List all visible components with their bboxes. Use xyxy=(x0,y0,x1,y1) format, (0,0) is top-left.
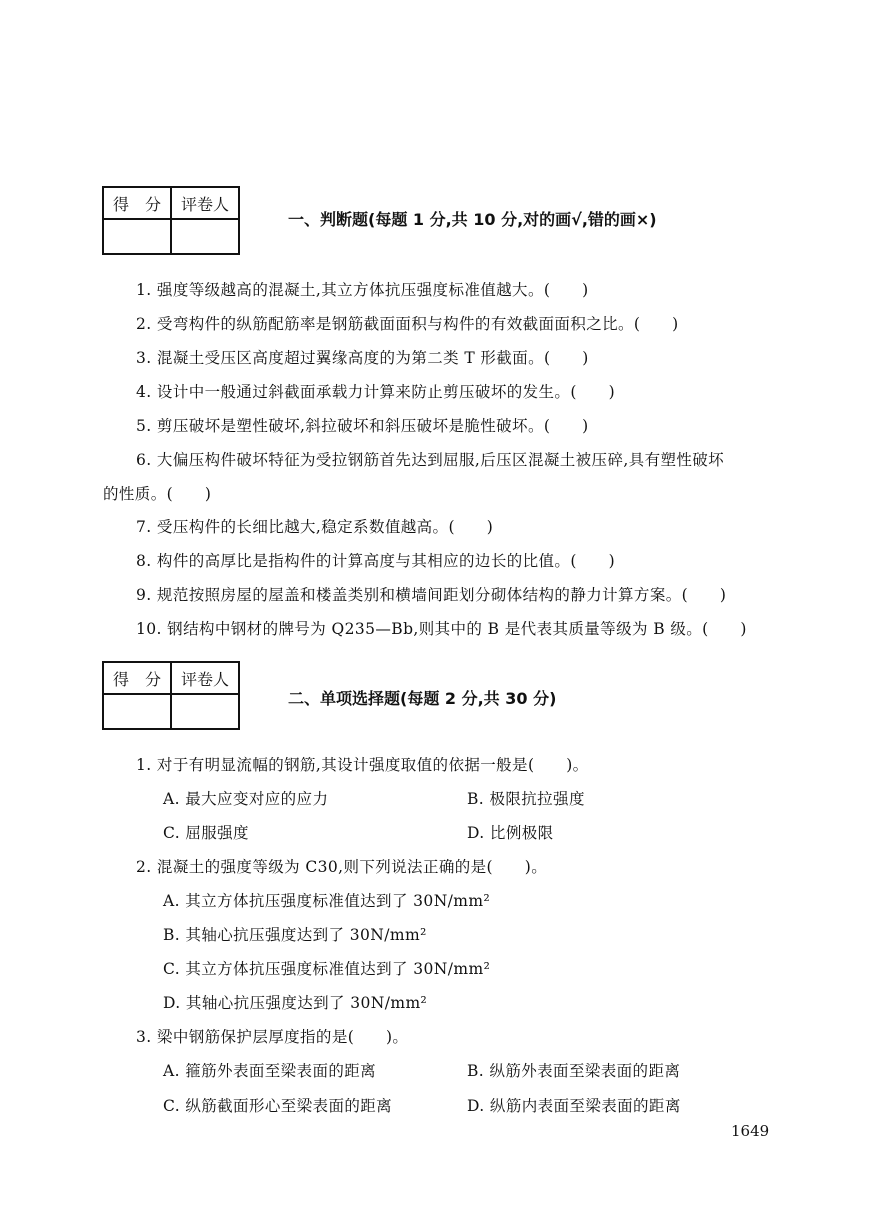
choice-q1-option-b: B. 极限抗拉强度 xyxy=(467,790,585,808)
choice-q1-option-a: A. 最大应变对应的应力 xyxy=(163,790,329,808)
grader-label: 评卷人 xyxy=(171,662,239,694)
choice-q2-option-d: D. 其轴心抗压强度达到了 30N/mm² xyxy=(163,994,428,1012)
section-1-title: 一、判断题(每题 1 分,共 10 分,对的画√,错的画×) xyxy=(288,210,657,229)
choice-q1-option-c: C. 屈服强度 xyxy=(163,824,249,842)
grader-cell[interactable] xyxy=(171,219,239,254)
judge-item-8: 8. 构件的高厚比是指构件的计算高度与其相应的边长的比值。( ) xyxy=(136,552,616,570)
score-box-2 xyxy=(102,661,240,730)
choice-q2-option-b: B. 其轴心抗压强度达到了 30N/mm² xyxy=(163,926,427,944)
section-2-title: 二、单项选择题(每题 2 分,共 30 分) xyxy=(288,689,557,708)
choice-q3-option-b: B. 纵筋外表面至梁表面的距离 xyxy=(467,1062,681,1080)
choice-q2-option-c: C. 其立方体抗压强度标准值达到了 30N/mm² xyxy=(163,960,491,978)
judge-item-1: 1. 强度等级越高的混凝土,其立方体抗压强度标准值越大。( ) xyxy=(136,281,589,299)
choice-q1-option-d: D. 比例极限 xyxy=(467,824,554,842)
page-number: 1649 xyxy=(731,1122,770,1140)
score-cell[interactable] xyxy=(103,694,171,729)
judge-item-7: 7. 受压构件的长细比越大,稳定系数值越高。( ) xyxy=(136,518,494,536)
judge-item-4: 4. 设计中一般通过斜截面承载力计算来防止剪压破坏的发生。( ) xyxy=(136,383,616,401)
choice-q2-option-a: A. 其立方体抗压强度标准值达到了 30N/mm² xyxy=(163,892,491,910)
score-cell[interactable] xyxy=(103,219,171,254)
judge-item-9: 9. 规范按照房屋的屋盖和楼盖类别和横墙间距划分砌体结构的静力计算方案。( ) xyxy=(136,586,727,604)
choice-q3-option-d: D. 纵筋内表面至梁表面的距离 xyxy=(467,1097,681,1115)
choice-q3-option-a: A. 箍筋外表面至梁表面的距离 xyxy=(163,1062,377,1080)
judge-item-5: 5. 剪压破坏是塑性破坏,斜拉破坏和斜压破坏是脆性破坏。( ) xyxy=(136,417,589,435)
grader-label: 评卷人 xyxy=(171,187,239,219)
judge-item-10: 10. 钢结构中钢材的牌号为 Q235—Bb,则其中的 B 是代表其质量等级为 B 级。( ) xyxy=(136,620,747,638)
judge-item-6-cont: 的性质。( ) xyxy=(103,485,212,503)
judge-item-3: 3. 混凝土受压区高度超过翼缘高度的为第二类 T 形截面。( ) xyxy=(136,349,589,367)
choice-q2-stem: 2. 混凝土的强度等级为 C30,则下列说法正确的是( )。 xyxy=(136,858,548,876)
choice-q1-stem: 1. 对于有明显流幅的钢筋,其设计强度取值的依据一般是( )。 xyxy=(136,756,589,774)
choice-q3-stem: 3. 梁中钢筋保护层厚度指的是( )。 xyxy=(136,1028,409,1046)
choice-q3-option-c: C. 纵筋截面形心至梁表面的距离 xyxy=(163,1097,393,1115)
score-label: 得 分 xyxy=(103,662,171,694)
grader-cell[interactable] xyxy=(171,694,239,729)
score-box-1 xyxy=(102,186,240,255)
score-label: 得 分 xyxy=(103,187,171,219)
judge-item-2: 2. 受弯构件的纵筋配筋率是钢筋截面面积与构件的有效截面面积之比。( ) xyxy=(136,315,679,333)
judge-item-6: 6. 大偏压构件破坏特征为受拉钢筋首先达到屈服,后压区混凝土被压碎,具有塑性破坏 xyxy=(136,451,725,469)
